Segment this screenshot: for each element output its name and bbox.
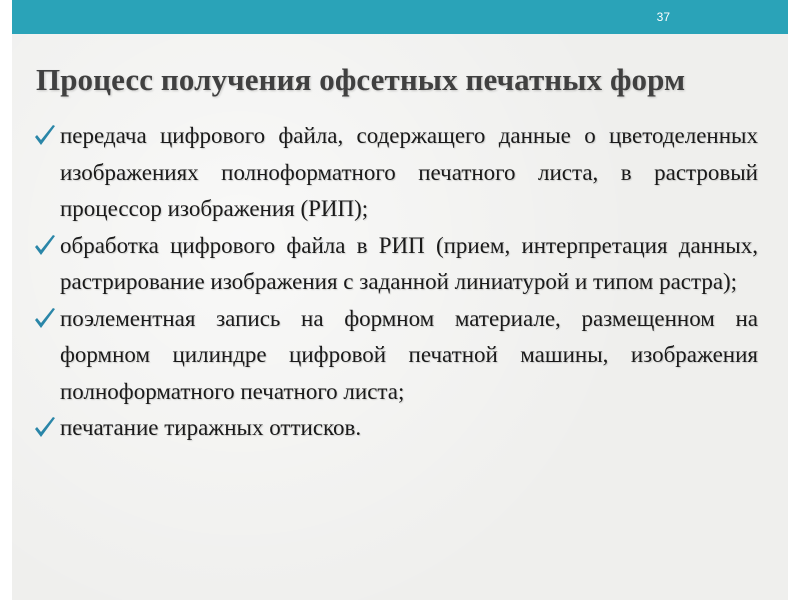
bullet-text: поэлементная запись на формном материале, размещенном на формном цилиндре цифровой печатной машины, изображения полноформатного печатного листа;	[60, 305, 758, 404]
bullet-list	[30, 118, 758, 447]
right-margin-bar	[788, 0, 800, 600]
slide-title: Процесс получения офсетных печатных форм	[36, 62, 686, 97]
checkmark-icon	[33, 415, 57, 441]
left-margin-bar	[0, 0, 12, 600]
bullet-item	[30, 301, 758, 411]
bullet-item	[30, 410, 758, 447]
checkmark-icon	[33, 306, 57, 332]
checkmark-icon	[33, 123, 57, 149]
bullet-text: обработка цифрового файла в РИП (прием, интерпретация данных, растрирование изображения с заданной линиатурой и типом растра);	[60, 232, 758, 294]
header-band	[12, 0, 788, 34]
bullet-text: печатание тиражных оттисков.	[60, 415, 362, 440]
bullet-text: передача цифрового файла, содержащего данные о цветоделенных изображениях полноформатного печатного листа, в растровый процессор изображения (РИП);	[60, 123, 758, 221]
slide-number: 37	[656, 10, 670, 24]
bullet-item	[30, 228, 758, 301]
checkmark-icon	[33, 233, 57, 259]
bullet-item	[30, 118, 758, 228]
